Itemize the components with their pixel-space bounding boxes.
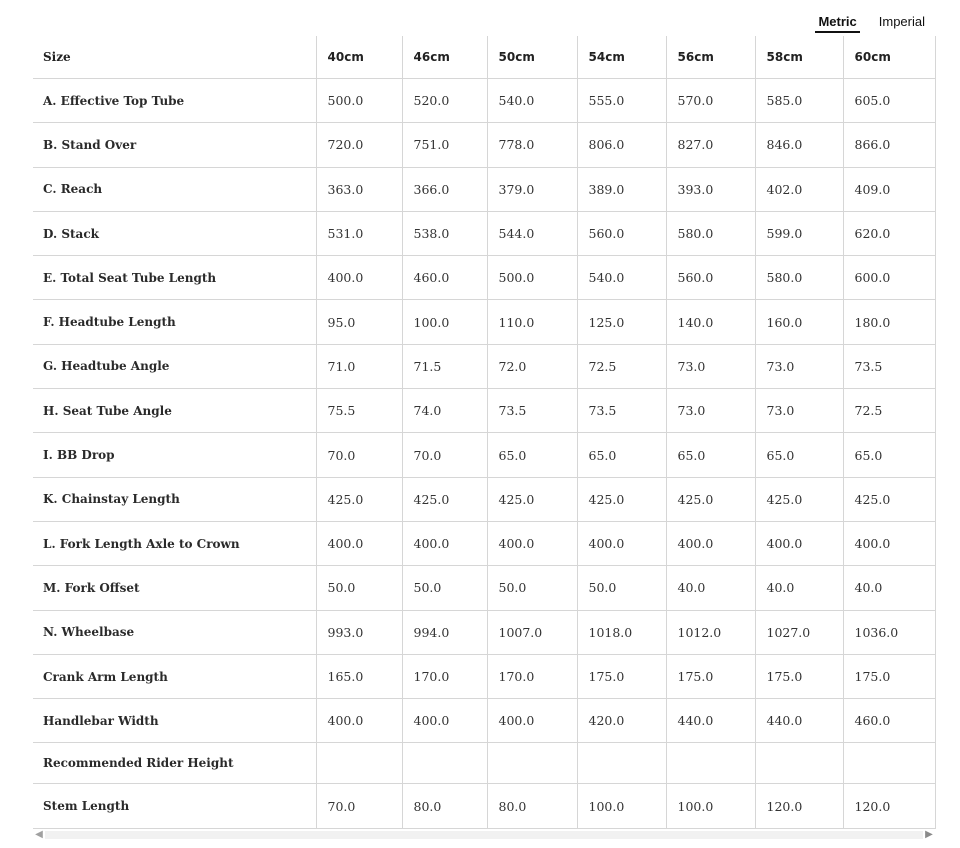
table-cell: 720.0: [316, 123, 402, 167]
table-cell: 160.0: [755, 300, 843, 344]
table-header-row: [33, 36, 935, 79]
table-cell: 165.0: [316, 654, 402, 698]
table-cell: 71.5: [402, 344, 487, 388]
table-cell: 100.0: [402, 300, 487, 344]
table-cell: 400.0: [666, 521, 755, 565]
table-cell: 420.0: [577, 699, 666, 743]
table-cell: [402, 743, 487, 784]
table-cell: 80.0: [402, 784, 487, 828]
row-label: Crank Arm Length: [33, 654, 316, 698]
table-row: [33, 610, 935, 654]
table-cell: 180.0: [843, 300, 935, 344]
table-cell: 1027.0: [755, 610, 843, 654]
table-cell: 544.0: [487, 211, 577, 255]
table-cell: 751.0: [402, 123, 487, 167]
table-row: [33, 167, 935, 211]
table-cell: 460.0: [843, 699, 935, 743]
table-cell: 40.0: [843, 566, 935, 610]
table-cell: 73.5: [487, 389, 577, 433]
table-cell: 994.0: [402, 610, 487, 654]
row-label: E. Total Seat Tube Length: [33, 256, 316, 300]
table-cell: 363.0: [316, 167, 402, 211]
table-row: [33, 743, 935, 784]
table-cell: 570.0: [666, 79, 755, 123]
row-label: Recommended Rider Height: [33, 743, 316, 784]
table-cell: 620.0: [843, 211, 935, 255]
table-cell: 993.0: [316, 610, 402, 654]
table-cell: 70.0: [402, 433, 487, 477]
table-row: [33, 477, 935, 521]
scrollbar-track[interactable]: [45, 831, 923, 839]
table-cell: 827.0: [666, 123, 755, 167]
table-cell: 72.5: [577, 344, 666, 388]
table-cell: 400.0: [487, 521, 577, 565]
table-cell: 866.0: [843, 123, 935, 167]
table-cell: 120.0: [843, 784, 935, 828]
row-label: B. Stand Over: [33, 123, 316, 167]
row-label: A. Effective Top Tube: [33, 79, 316, 123]
table-cell: 175.0: [577, 654, 666, 698]
table-cell: 50.0: [402, 566, 487, 610]
table-cell: 40.0: [755, 566, 843, 610]
table-row: [33, 566, 935, 610]
table-cell: 580.0: [755, 256, 843, 300]
table-cell: 425.0: [843, 477, 935, 521]
table-cell: 600.0: [843, 256, 935, 300]
table-cell: 605.0: [843, 79, 935, 123]
table-cell: 425.0: [577, 477, 666, 521]
scroll-left-arrow-icon[interactable]: ◀: [35, 829, 43, 840]
table-cell: 425.0: [666, 477, 755, 521]
table-cell: [577, 743, 666, 784]
table-cell: 400.0: [487, 699, 577, 743]
row-label: D. Stack: [33, 211, 316, 255]
table-cell: 585.0: [755, 79, 843, 123]
table-cell: [316, 743, 402, 784]
table-cell: 75.5: [316, 389, 402, 433]
table-cell: 400.0: [402, 699, 487, 743]
row-label: K. Chainstay Length: [33, 477, 316, 521]
table-cell: 500.0: [487, 256, 577, 300]
table-cell: 540.0: [487, 79, 577, 123]
table-cell: 400.0: [316, 256, 402, 300]
table-cell: 65.0: [666, 433, 755, 477]
table-cell: 175.0: [843, 654, 935, 698]
table-cell: 460.0: [402, 256, 487, 300]
size-header-54cm: 54cm: [577, 36, 666, 79]
table-cell: 65.0: [843, 433, 935, 477]
table-cell: 120.0: [755, 784, 843, 828]
table-cell: 580.0: [666, 211, 755, 255]
geometry-table: [33, 36, 936, 829]
table-cell: 599.0: [755, 211, 843, 255]
table-cell: 846.0: [755, 123, 843, 167]
table-cell: 500.0: [316, 79, 402, 123]
table-cell: 72.0: [487, 344, 577, 388]
table-cell: 50.0: [577, 566, 666, 610]
table-row: [33, 784, 935, 828]
row-label: Handlebar Width: [33, 699, 316, 743]
table-cell: 560.0: [666, 256, 755, 300]
table-cell: 70.0: [316, 784, 402, 828]
imperial-tab[interactable]: Imperial: [878, 14, 925, 29]
table-cell: 95.0: [316, 300, 402, 344]
row-label: Stem Length: [33, 784, 316, 828]
table-cell: 65.0: [577, 433, 666, 477]
table-cell: 50.0: [487, 566, 577, 610]
table-cell: 520.0: [402, 79, 487, 123]
table-cell: 425.0: [402, 477, 487, 521]
size-header-40cm: 40cm: [316, 36, 402, 79]
table-cell: 560.0: [577, 211, 666, 255]
table-body: [33, 79, 935, 829]
table-cell: 140.0: [666, 300, 755, 344]
size-header-46cm: 46cm: [402, 36, 487, 79]
table-cell: 425.0: [316, 477, 402, 521]
table-row: [33, 699, 935, 743]
table-cell: 538.0: [402, 211, 487, 255]
table-cell: 1007.0: [487, 610, 577, 654]
table-cell: 170.0: [402, 654, 487, 698]
size-header-58cm: 58cm: [755, 36, 843, 79]
table-cell: [843, 743, 935, 784]
table-cell: 50.0: [316, 566, 402, 610]
table-cell: 555.0: [577, 79, 666, 123]
table-cell: 1036.0: [843, 610, 935, 654]
table-row: [33, 433, 935, 477]
table-row: [33, 123, 935, 167]
table-cell: [487, 743, 577, 784]
geometry-table-container: [33, 36, 935, 829]
table-cell: 778.0: [487, 123, 577, 167]
table-cell: 389.0: [577, 167, 666, 211]
table-cell: 175.0: [666, 654, 755, 698]
table-cell: 440.0: [755, 699, 843, 743]
table-row: [33, 79, 935, 123]
table-cell: 73.0: [755, 389, 843, 433]
row-label: I. BB Drop: [33, 433, 316, 477]
row-label: M. Fork Offset: [33, 566, 316, 610]
table-cell: 400.0: [402, 521, 487, 565]
table-row: [33, 300, 935, 344]
table-cell: 170.0: [487, 654, 577, 698]
table-row: [33, 344, 935, 388]
row-label: G. Headtube Angle: [33, 344, 316, 388]
table-cell: 400.0: [316, 521, 402, 565]
table-cell: 379.0: [487, 167, 577, 211]
horizontal-scrollbar[interactable]: [33, 829, 935, 841]
table-cell: 73.0: [755, 344, 843, 388]
table-cell: 73.0: [666, 389, 755, 433]
row-label: H. Seat Tube Angle: [33, 389, 316, 433]
table-row: [33, 256, 935, 300]
size-header-60cm: 60cm: [843, 36, 935, 79]
table-cell: 1018.0: [577, 610, 666, 654]
table-cell: 400.0: [316, 699, 402, 743]
table-cell: 65.0: [487, 433, 577, 477]
table-row: [33, 389, 935, 433]
table-row: [33, 521, 935, 565]
table-cell: 72.5: [843, 389, 935, 433]
row-label: L. Fork Length Axle to Crown: [33, 521, 316, 565]
table-cell: 73.5: [577, 389, 666, 433]
table-cell: 175.0: [755, 654, 843, 698]
table-cell: 100.0: [577, 784, 666, 828]
row-label: F. Headtube Length: [33, 300, 316, 344]
size-header-50cm: 50cm: [487, 36, 577, 79]
table-cell: 125.0: [577, 300, 666, 344]
row-label: N. Wheelbase: [33, 610, 316, 654]
table-cell: 100.0: [666, 784, 755, 828]
table-cell: [755, 743, 843, 784]
size-header-56cm: 56cm: [666, 36, 755, 79]
table-cell: 73.5: [843, 344, 935, 388]
table-cell: 40.0: [666, 566, 755, 610]
table-cell: 80.0: [487, 784, 577, 828]
table-cell: 402.0: [755, 167, 843, 211]
table-cell: 74.0: [402, 389, 487, 433]
table-cell: 425.0: [755, 477, 843, 521]
table-cell: 393.0: [666, 167, 755, 211]
table-row: [33, 654, 935, 698]
table-cell: 440.0: [666, 699, 755, 743]
unit-toggle: [815, 13, 928, 33]
table-cell: 400.0: [577, 521, 666, 565]
table-cell: 366.0: [402, 167, 487, 211]
table-cell: 409.0: [843, 167, 935, 211]
table-cell: 540.0: [577, 256, 666, 300]
table-cell: 425.0: [487, 477, 577, 521]
scroll-right-arrow-icon[interactable]: ▶: [925, 829, 933, 840]
table-cell: 65.0: [755, 433, 843, 477]
table-cell: 71.0: [316, 344, 402, 388]
table-cell: 531.0: [316, 211, 402, 255]
row-label: C. Reach: [33, 167, 316, 211]
table-cell: 400.0: [843, 521, 935, 565]
table-cell: 1012.0: [666, 610, 755, 654]
metric-tab[interactable]: Metric: [815, 13, 859, 33]
table-cell: 806.0: [577, 123, 666, 167]
table-cell: 70.0: [316, 433, 402, 477]
table-cell: 110.0: [487, 300, 577, 344]
table-row: [33, 211, 935, 255]
table-cell: 73.0: [666, 344, 755, 388]
table-cell: 400.0: [755, 521, 843, 565]
table-cell: [666, 743, 755, 784]
size-column-header: Size: [33, 36, 316, 79]
